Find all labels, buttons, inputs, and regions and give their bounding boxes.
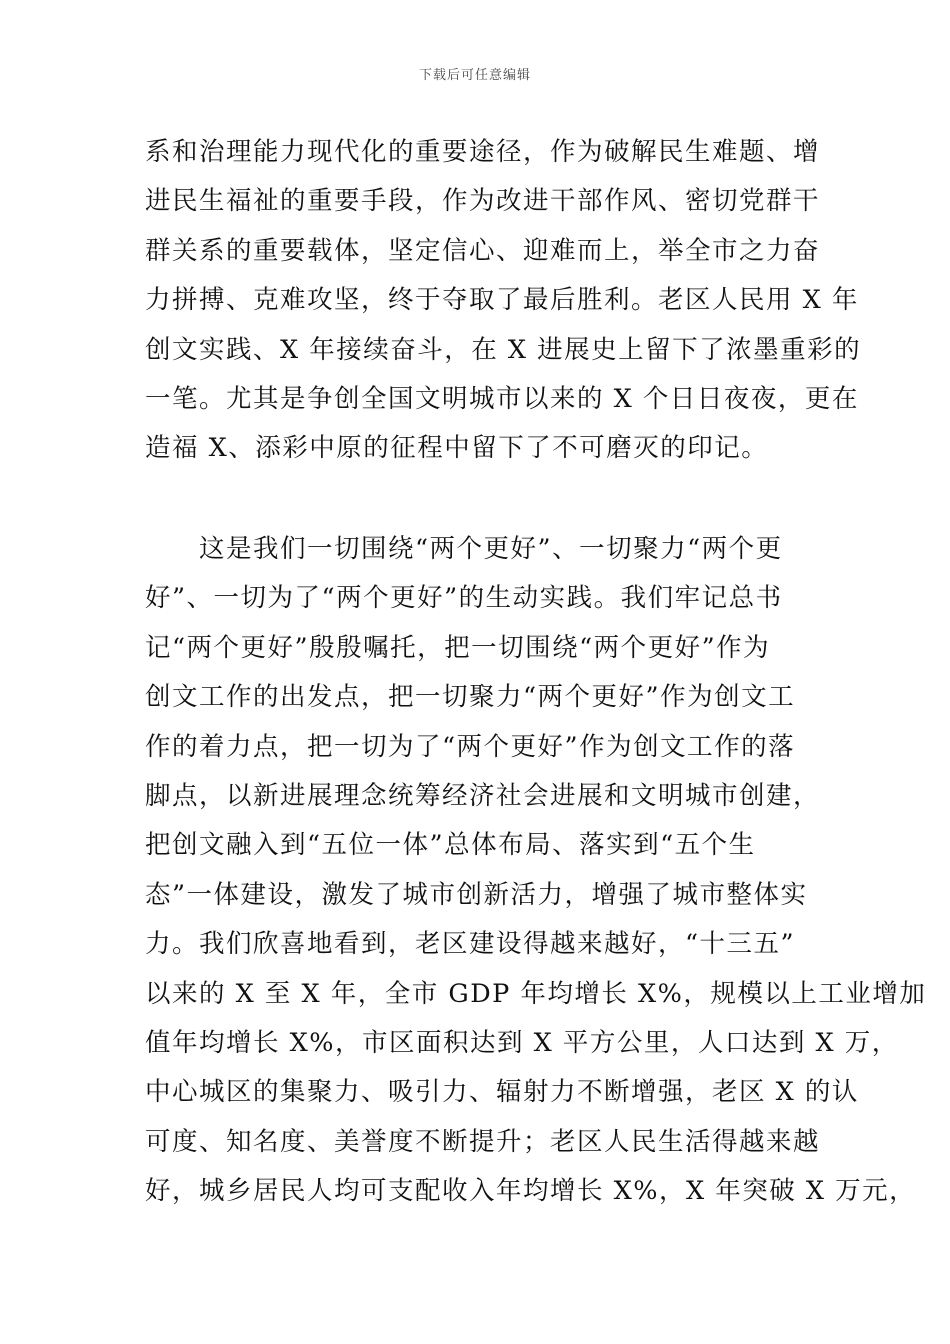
text-line: 值年均增长 X%，市区面积达到 X 平方公里，人口达到 X 万， [145, 1027, 899, 1058]
text-line: 造福 X、添彩中原的征程中留下了不可磨灭的印记。 [145, 433, 769, 464]
text-line: 记“两个更好”殷殷嘱托，把一切围绕“两个更好”作为 [145, 632, 771, 663]
text-line: 进民生福祉的重要手段，作为改进干部作风、密切党群干 [145, 186, 821, 217]
text-line: 以来的 X 至 X 年，全市 GDP 年均增长 X%，规模以上工业增加 [145, 978, 927, 1009]
text-line: 脚点，以新进展理念统筹经济社会进展和文明城市创建， [145, 780, 821, 811]
text-line: 中心城区的集聚力、吸引力、辐射力不断增强，老区 X 的认 [145, 1077, 859, 1108]
paragraph-1 [145, 128, 862, 474]
text-line: 把创文融入到“五位一体”总体布局、落实到“五个生 [145, 830, 756, 861]
text-line: 系和治理能力现代化的重要途径，作为破解民生难题、增 [145, 137, 821, 167]
text-line: 好”、一切为了“两个更好”的生动实践。我们牢记总书 [145, 583, 783, 614]
text-line: 作的着力点，把一切为了“两个更好”作为创文工作的落 [145, 731, 796, 762]
text-line: 创文实践、X 年接续奋斗，在 X 进展史上留下了浓墨重彩的 [145, 334, 862, 365]
text-line: 群关系的重要载体，坚定信心、迎难而上，举全市之力奋 [145, 235, 821, 266]
header-note: 下载后可任意编辑 [418, 68, 531, 83]
text-line: 力。我们欣喜地看到，老区建设得越来越好，“十三五” [145, 929, 796, 960]
text-line: 创文工作的出发点，把一切聚力“两个更好”作为创文工 [145, 682, 796, 713]
paragraph-2 [145, 525, 927, 1216]
text-line: 这是我们一切围绕“两个更好”、一切聚力“两个更 [145, 534, 783, 564]
text-line: 态”一体建设，激发了城市创新活力，增强了城市整体实 [145, 879, 808, 910]
text-line: 一笔。尤其是争创全国文明城市以来的 X 个日日夜夜，更在 [145, 383, 859, 414]
text-line: 好，城乡居民人均可支配收入年均增长 X%，X 年突破 X 万元， [145, 1176, 917, 1207]
text-line: 可度、知名度、美誉度不断提升；老区人民生活得越来越 [145, 1126, 821, 1157]
text-line: 力拼搏、克难攻坚，终于夺取了最后胜利。老区人民用 X 年 [145, 285, 859, 316]
